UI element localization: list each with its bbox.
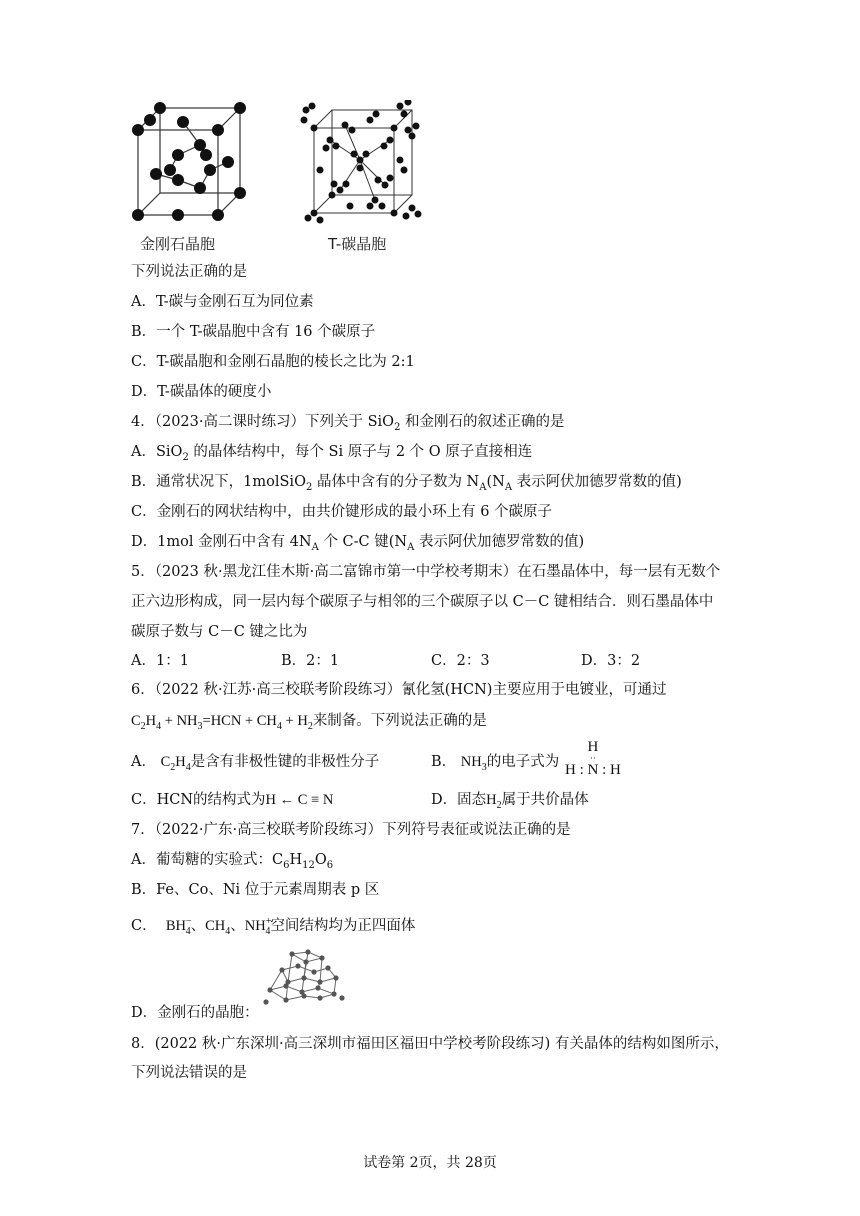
- question-7-option-b: B．Fe、Co、Ni 位于元素周期表 p 区: [131, 882, 380, 898]
- question-6-stem-line-1: 6．（2022 秋·江苏·高三校联考阶段练习）氰化氢(HCN)主要应用于电镀业，可通过: [131, 682, 667, 698]
- question-6-option-c: C．HCN的结构式为H ← C ≡ N: [131, 792, 334, 808]
- question-5-stem-line-3: 碳原子数与 C－C 键之比为: [131, 624, 308, 640]
- question-6-option-b: B． $NH_3$的电子式为: [431, 754, 560, 773]
- question-5-stem-line-1: 5．（2023 秋·黑龙江佳木斯·高二富锦市第一中学校考期末）在石墨晶体中，每一层有无数个: [131, 564, 721, 580]
- question-4-option-d: D．1mol 金刚石中含有 $4N_A$ 个 C-C 键($N_A$ 表示阿伏加德罗常数的值): [131, 534, 585, 553]
- t-carbon-unit-cell-figure: [300, 100, 422, 225]
- question-3-option-d: D．T-碳晶体的硬度小: [131, 384, 272, 400]
- question-7-stem: 7．（2022·广东·高三校联考阶段练习）下列符号表征或说法正确的是: [131, 822, 571, 838]
- question-4-option-a: A．SiO$_2$ 的晶体结构中，每个 Si 原子与 2 个 O 原子直接相连: [131, 444, 533, 463]
- question-7-option-a: A．葡萄糖的实验式：$C_6H_{12}O_6$: [131, 852, 334, 871]
- question-4-stem: 4．（2023·高二课时练习）下列关于 SiO$_2$ 和金刚石的叙述正确的是: [131, 414, 565, 433]
- question-8-stem-line-1: 8．(2022 秋·广东深圳·高三深圳市福田区福田中学校考阶段练习) 有关晶体的结构如图所示，: [131, 1036, 729, 1052]
- diamond-unit-cell-figure: [128, 100, 250, 225]
- question-5-option-a: A．1：1: [131, 653, 189, 669]
- question-3-option-b: B．一个 T-碳晶胞中含有 16 个碳原子: [131, 324, 376, 340]
- figure-caption-t-carbon: T-碳晶胞: [328, 235, 387, 253]
- question-8-stem-line-2: 下列说法错误的是: [131, 1065, 247, 1081]
- question-7-option-c: C． $BH^-_4$、$CH_4$、$NH^+_4$空间结构均为正四面体: [131, 916, 416, 937]
- page-footer: 试卷第 2页，共 28页: [363, 1155, 497, 1171]
- question-6-option-d: D．固态$H_2$属于共价晶体: [431, 792, 589, 811]
- question-4-option-c: C．金刚石的网状结构中，由共价键形成的最小环上有 6 个碳原子: [131, 504, 553, 520]
- question-3-stem: 下列说法正确的是: [131, 264, 247, 280]
- figure-caption-diamond: 金刚石晶胞: [140, 235, 216, 253]
- question-3-option-c: C．T-碳晶胞和金刚石晶胞的棱长之比为 2:1: [131, 354, 415, 370]
- question-7-option-d: D．金刚石的晶胞：: [131, 1005, 259, 1021]
- nh3-electron-dot-formula: H ·· H : N : H: [565, 739, 621, 778]
- question-5-option-d: D．3：2: [581, 653, 641, 669]
- question-4-option-b: B．通常状况下，1molSiO$_2$ 晶体中含有的分子数为 $N_A(N_A$ 表示阿伏加德罗常数的值): [131, 474, 682, 493]
- question-5-option-c: C．2：3: [431, 653, 490, 669]
- question-5-option-b: B．2：1: [281, 653, 340, 669]
- question-6-equation: $C_2H_4 + NH_3=HCN + CH_4 + H_2$来制备。下列说法正确的是: [131, 713, 487, 732]
- question-3-option-a: A．T-碳与金刚石互为同位素: [131, 294, 314, 310]
- question-6-option-a: A． $C_2H_4$是含有非极性键的非极性分子: [131, 754, 380, 773]
- question-5-stem-line-2: 正六边形构成，同一层内每个碳原子与相邻的三个碳原子以 C－C 键相结合．则石墨晶体中: [131, 594, 714, 610]
- diamond-lattice-small-figure: [262, 948, 346, 1008]
